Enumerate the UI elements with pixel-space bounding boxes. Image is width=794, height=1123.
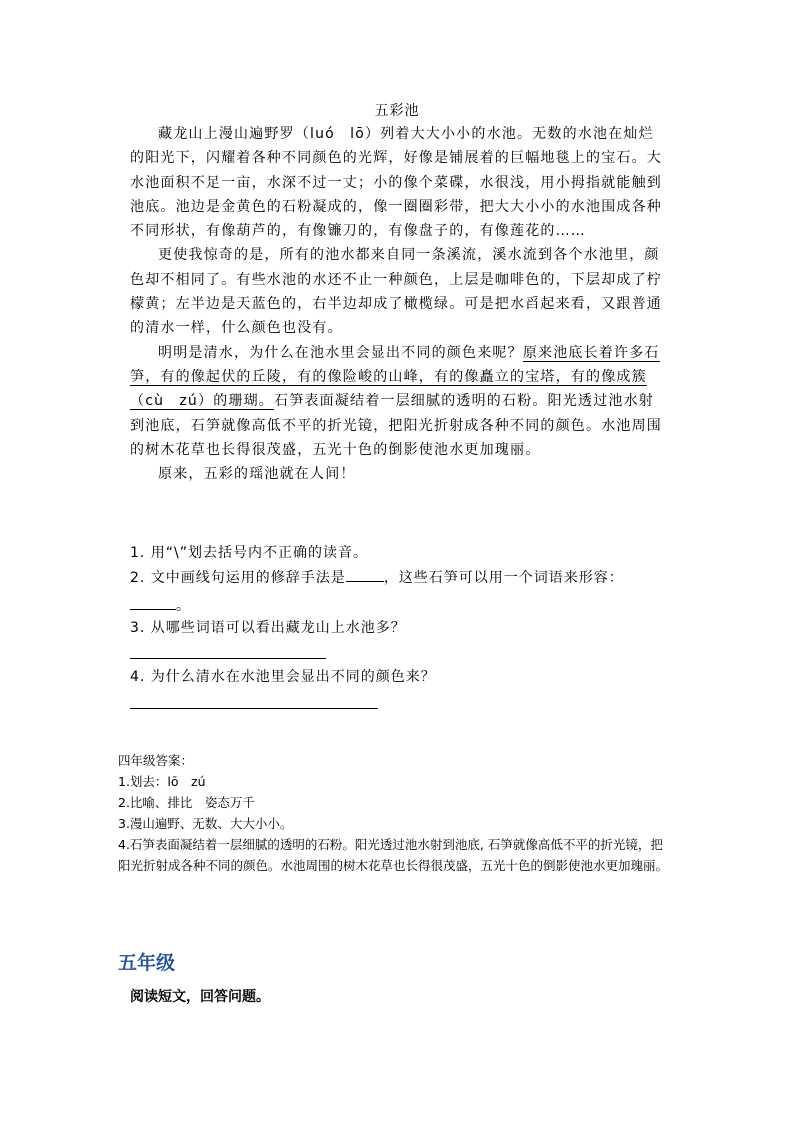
answer-line-q4[interactable]	[130, 708, 378, 709]
answer-key	[118, 750, 668, 876]
answer-2: 2.比喻、排比 姿态万千	[118, 795, 255, 810]
passage-paragraph-4: 原来，五彩的瑶池就在人间！	[158, 466, 356, 483]
question-2-continued	[130, 595, 191, 615]
question-2	[130, 567, 670, 587]
passage-paragraph-1: 藏龙山上漫山遍野罗（luó lō）列着大大小小的水池。无数的水池在灿烂的阳光下，闪耀着各种不同颜色的光辉，好像是铺展着的巨幅地毯上的宝石。大水池面积不足一亩，水深不过一丈；小的像个菜碟，水很浅，用小拇指就能触到池底。池边是金黄色的石粉凝成的，像一圈圈彩带，把大大小小的水池围成各种不同形状，有像葫芦的，有像镰刀的，有像盘子的，有像莲花的……	[130, 126, 662, 240]
passage-paragraph-2: 更使我惊奇的是，所有的池水都来自同一条溪流，溪水流到各个水池里，颜色却不相同了。有些水池的水还不止一种颜色，上层是咖啡色的，下层却成了柠檬黄；左半边是天蓝色的，右半边却成了橄榄绿。可是把水舀起来看，又跟普通的清水一样，什么颜色也没有。	[130, 247, 662, 337]
answer-line-q3[interactable]	[130, 658, 326, 659]
paragraph-3-tail: 石笋表面凝结着一层细腻的透明的石粉。阳光透过池水射到池底，石笋就像高低不平的折光镜，把阳光折射成各种不同的颜色。水池周围的树木花草也长得很茂盛，五光十色的倒影使池水更加瑰丽。	[130, 393, 662, 458]
question-2-end: 。	[176, 598, 191, 614]
grade-heading: 五年级	[118, 952, 176, 974]
question-1: 1. 用“\”划去括号内不正确的读音。	[130, 545, 369, 561]
question-3: 3. 从哪些词语可以看出藏龙山上水池多？	[130, 620, 406, 636]
question-2-part-1: 2. 文中画线句运用的修辞手法是	[130, 570, 346, 586]
question-2-part-2: ，这些石笋可以用一个词语来形容：	[383, 570, 624, 586]
passage-paragraph-3	[130, 341, 666, 462]
answer-blank-rhetoric[interactable]	[346, 581, 384, 582]
underlined-sentence: 原来池底长着许多石笋，有的像起伏的丘陵，有的像险峻的山峰，有的像矗立的宝塔，有的像成簇（cù zú）的珊瑚。	[130, 344, 660, 410]
answer-3: 3.漫山遍野、无数、大大小小。	[118, 816, 293, 831]
passage-title: 五彩池	[374, 103, 420, 119]
question-4: 4. 为什么清水在水池里会显出不同的颜色来？	[130, 669, 436, 685]
reading-instruction: 阅读短文，回答问题。	[130, 989, 270, 1005]
answer-1: 1.划去：lō zú	[118, 774, 206, 789]
passage-body	[130, 122, 666, 486]
answer-4: 4.石笋表面凝结着一层细腻的透明的石粉。阳光透过池水射到池底, 石笋就像高低不平的折光镜，把阳光折射成各种不同的颜色。水池周围的树木花草也长得很茂盛，五光十色的倒影使池水更加瑰丽。	[118, 837, 669, 873]
answer-blank-phrase[interactable]	[130, 609, 176, 610]
paragraph-3-lead: 明明是清水，为什么在池水里会显出不同的颜色来呢？	[158, 344, 523, 361]
answer-heading: 四年级答案：	[118, 753, 194, 768]
